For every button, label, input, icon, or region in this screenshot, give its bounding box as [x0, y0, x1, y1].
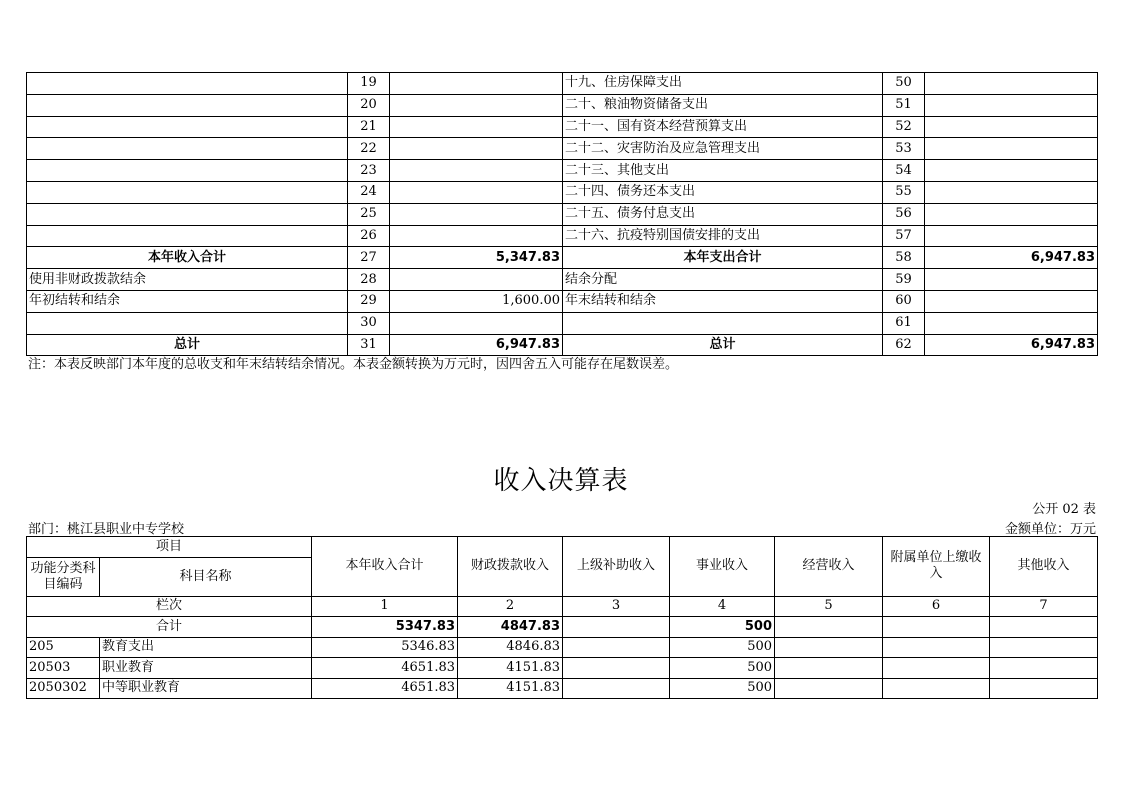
expense-line-number: 58 [883, 247, 925, 269]
income-line-number: 31 [348, 334, 390, 356]
income-expenditure-table [26, 72, 1098, 356]
column-number: 6 [883, 596, 990, 617]
income-subtotal-label: 本年收入合计 [27, 247, 348, 269]
income-item-name [27, 116, 348, 138]
business-income-value: 500 [670, 658, 775, 679]
income-item-name [27, 160, 348, 182]
table-row [27, 290, 1098, 312]
income-line-number: 30 [348, 312, 390, 334]
expense-line-number: 59 [883, 269, 925, 291]
column-number: 7 [990, 596, 1098, 617]
total-label: 合计 [27, 617, 312, 638]
operating-income-value [775, 678, 883, 699]
expense-item-name: 二十五、债务付息支出 [563, 203, 883, 225]
subject-name-header: 科目名称 [100, 557, 312, 596]
column-number: 3 [563, 596, 670, 617]
total-income-value: 5347.83 [312, 617, 458, 638]
table-row [27, 73, 1098, 95]
column-number: 1 [312, 596, 458, 617]
expense-total-amount: 6,947.83 [925, 334, 1098, 356]
table-row [27, 637, 1098, 658]
column-order-row [27, 596, 1098, 617]
expense-item-name: 二十一、国有资本经营预算支出 [563, 116, 883, 138]
expense-line-number: 51 [883, 94, 925, 116]
project-header: 项目 [27, 537, 312, 558]
income-total-label: 总计 [27, 334, 348, 356]
business-income-value: 500 [670, 617, 775, 638]
income-amount [390, 181, 563, 203]
income-line-number: 20 [348, 94, 390, 116]
operating-income-value [775, 658, 883, 679]
page-title: 收入决算表 [493, 466, 629, 496]
expense-line-number: 54 [883, 160, 925, 182]
income-line-number: 23 [348, 160, 390, 182]
income-line-number: 21 [348, 116, 390, 138]
table-row [27, 94, 1098, 116]
expense-item-name: 二十、粮油物资储备支出 [563, 94, 883, 116]
expense-line-number: 50 [883, 73, 925, 95]
function-code: 205 [27, 637, 100, 658]
subtotal-row [27, 247, 1098, 269]
superior-subsidy-value [563, 637, 670, 658]
fiscal-income-value: 4846.83 [458, 637, 563, 658]
income-item-name: 年初结转和结余 [27, 290, 348, 312]
other-income-value [990, 658, 1098, 679]
income-line-number: 24 [348, 181, 390, 203]
fiscal-income-value: 4151.83 [458, 658, 563, 679]
income-line-number: 22 [348, 138, 390, 160]
income-amount [390, 116, 563, 138]
table-row [27, 203, 1098, 225]
total-income-value: 4651.83 [312, 678, 458, 699]
superior-subsidy-value [563, 617, 670, 638]
income-expenditure-body [27, 73, 1098, 356]
table-row [27, 225, 1098, 247]
table-footnote: 注：本表反映部门本年度的总收支和年末结转结余情况。本表金额转换为万元时，因四舍五入可能存在尾数误差。 [28, 357, 679, 372]
table-row [27, 160, 1098, 182]
expense-item-name: 结余分配 [563, 269, 883, 291]
expense-item-name: 年末结转和结余 [563, 290, 883, 312]
income-item-name: 使用非财政拨款结余 [27, 269, 348, 291]
income-item-name [27, 181, 348, 203]
table-row [27, 116, 1098, 138]
expense-line-number: 57 [883, 225, 925, 247]
affiliated-income-value [883, 658, 990, 679]
subject-name: 中等职业教育 [100, 678, 312, 699]
function-code: 20503 [27, 658, 100, 679]
affiliated-income-value [883, 637, 990, 658]
expense-amount [925, 181, 1098, 203]
income-amount [390, 269, 563, 291]
business-income-header: 事业收入 [670, 537, 775, 597]
table-row [27, 269, 1098, 291]
income-amount [390, 94, 563, 116]
column-order-label: 栏次 [27, 596, 312, 617]
column-number: 5 [775, 596, 883, 617]
income-line-number: 28 [348, 269, 390, 291]
expense-line-number: 55 [883, 181, 925, 203]
income-item-name [27, 203, 348, 225]
income-amount [390, 225, 563, 247]
superior-subsidy-value [563, 658, 670, 679]
expense-amount [925, 290, 1098, 312]
income-item-name [27, 73, 348, 95]
column-number: 2 [458, 596, 563, 617]
form-code: 公开 02 表 [1032, 502, 1096, 517]
expense-total-label: 总计 [563, 334, 883, 356]
expense-subtotal-label: 本年支出合计 [563, 247, 883, 269]
income-item-name [27, 312, 348, 334]
income-amount [390, 73, 563, 95]
operating-income-value [775, 637, 883, 658]
amount-unit-label: 金额单位：万元 [1004, 522, 1096, 537]
function-code-header: 功能分类科目编码 [27, 557, 100, 596]
other-income-value [990, 637, 1098, 658]
superior-subsidy-header: 上级补助收入 [563, 537, 670, 597]
expense-amount [925, 225, 1098, 247]
table-row [27, 678, 1098, 699]
income-amount [390, 160, 563, 182]
income-amount: 1,600.00 [390, 290, 563, 312]
total-row [27, 617, 1098, 638]
expense-item-name: 十九、住房保障支出 [563, 73, 883, 95]
expense-line-number: 52 [883, 116, 925, 138]
table-row [27, 658, 1098, 679]
table-row [27, 138, 1098, 160]
income-line-number: 29 [348, 290, 390, 312]
expense-line-number: 61 [883, 312, 925, 334]
superior-subsidy-value [563, 678, 670, 699]
expense-item-name: 二十二、灾害防治及应急管理支出 [563, 138, 883, 160]
expense-item-name: 二十四、债务还本支出 [563, 181, 883, 203]
expense-item-name: 二十三、其他支出 [563, 160, 883, 182]
fiscal-income-header: 财政拨款收入 [458, 537, 563, 597]
total-income-header: 本年收入合计 [312, 537, 458, 597]
income-line-number: 27 [348, 247, 390, 269]
income-subtotal-amount: 5,347.83 [390, 247, 563, 269]
expense-amount [925, 116, 1098, 138]
expense-item-name: 二十六、抗疫特别国债安排的支出 [563, 225, 883, 247]
subject-name: 教育支出 [100, 637, 312, 658]
function-code: 2050302 [27, 678, 100, 699]
expense-amount [925, 138, 1098, 160]
expense-line-number: 56 [883, 203, 925, 225]
income-line-number: 26 [348, 225, 390, 247]
other-income-header: 其他收入 [990, 537, 1098, 597]
income-item-name [27, 138, 348, 160]
income-line-number: 19 [348, 73, 390, 95]
income-line-number: 25 [348, 203, 390, 225]
department-label: 部门：桃江县职业中专学校 [28, 522, 185, 537]
expense-amount [925, 160, 1098, 182]
table-row [27, 181, 1098, 203]
income-statement-table [26, 536, 1098, 699]
business-income-value: 500 [670, 678, 775, 699]
fiscal-income-value: 4847.83 [458, 617, 563, 638]
expense-amount [925, 203, 1098, 225]
expense-line-number: 62 [883, 334, 925, 356]
income-total-amount: 6,947.83 [390, 334, 563, 356]
income-item-name [27, 225, 348, 247]
column-number: 4 [670, 596, 775, 617]
expense-subtotal-amount: 6,947.83 [925, 247, 1098, 269]
total-income-value: 5346.83 [312, 637, 458, 658]
operating-income-value [775, 617, 883, 638]
expense-item-name [563, 312, 883, 334]
expense-amount [925, 94, 1098, 116]
expense-amount [925, 269, 1098, 291]
affiliated-income-header: 附属单位上缴收入 [883, 537, 990, 597]
expense-line-number: 53 [883, 138, 925, 160]
income-item-name [27, 94, 348, 116]
income-amount [390, 312, 563, 334]
income-amount [390, 138, 563, 160]
operating-income-header: 经营收入 [775, 537, 883, 597]
expense-amount [925, 312, 1098, 334]
table-row [27, 312, 1098, 334]
affiliated-income-value [883, 617, 990, 638]
income-amount [390, 203, 563, 225]
fiscal-income-value: 4151.83 [458, 678, 563, 699]
other-income-value [990, 678, 1098, 699]
total-income-value: 4651.83 [312, 658, 458, 679]
header-row [27, 537, 1098, 558]
subject-name: 职业教育 [100, 658, 312, 679]
expense-line-number: 60 [883, 290, 925, 312]
other-income-value [990, 617, 1098, 638]
expense-amount [925, 73, 1098, 95]
business-income-value: 500 [670, 637, 775, 658]
affiliated-income-value [883, 678, 990, 699]
